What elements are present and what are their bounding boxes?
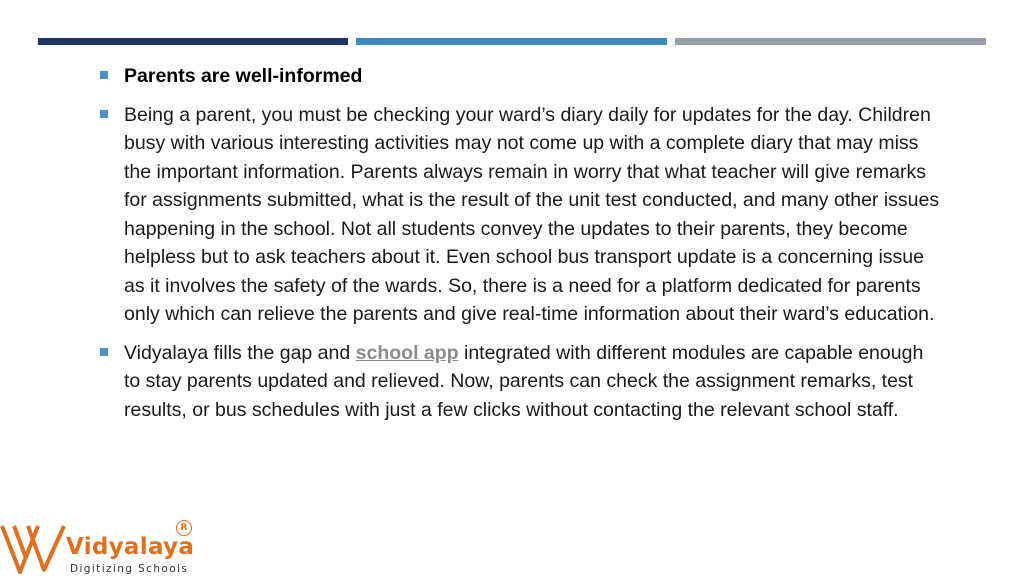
bullet-item-paragraph bbox=[100, 101, 940, 329]
logo-tagline: Digitizing Schools bbox=[70, 563, 189, 575]
slide-content bbox=[100, 62, 940, 434]
square-bullet-icon bbox=[100, 348, 108, 356]
paragraph-text-before-link: Vidyalaya fills the gap and bbox=[124, 341, 356, 364]
vidyalaya-logo bbox=[0, 512, 210, 576]
paragraph-text-after-link: integrated with different modules are capable enough to stay parents updated and relieved. Now, parents can check the assignment remarks, test results, or bus schedules with just a few clicks without contacting the relevant school staff. bbox=[124, 341, 924, 421]
header-bar-gray bbox=[675, 38, 986, 45]
bullet-item-heading bbox=[100, 62, 940, 91]
square-bullet-icon bbox=[100, 71, 108, 79]
header-bar-navy bbox=[38, 38, 348, 45]
slide-heading: Parents are well-informed bbox=[124, 65, 363, 87]
paragraph-with-link bbox=[124, 339, 940, 425]
square-bullet-icon bbox=[100, 110, 108, 118]
vidyalaya-v-logo-icon bbox=[0, 512, 70, 576]
registered-mark-icon: R bbox=[176, 520, 192, 536]
paragraph-text: Being a parent, you must be checking your ward’s diary daily for updates for the day. Children busy with various interesting activities may not come up with a complete diary that may miss the important information. Parents always remain in worry that what teacher will give remarks for assignments submitted, what is the result of the unit test conducted, and many other issues happening in the school. Not all students convey the updates to their parents, they become helpless but to ask teachers about it. Even school bus transport update is a concerning issue as it involves the safety of the wards. So, there is a need for a platform dedicated for parents only which can relieve the parents and give real-time information about their ward’s education. bbox=[124, 103, 940, 325]
logo-wordmark: Vidyalaya bbox=[66, 534, 195, 560]
header-bar-blue bbox=[356, 38, 667, 45]
school-app-link[interactable]: school app bbox=[355, 341, 459, 364]
bullet-item-paragraph-link bbox=[100, 339, 940, 425]
